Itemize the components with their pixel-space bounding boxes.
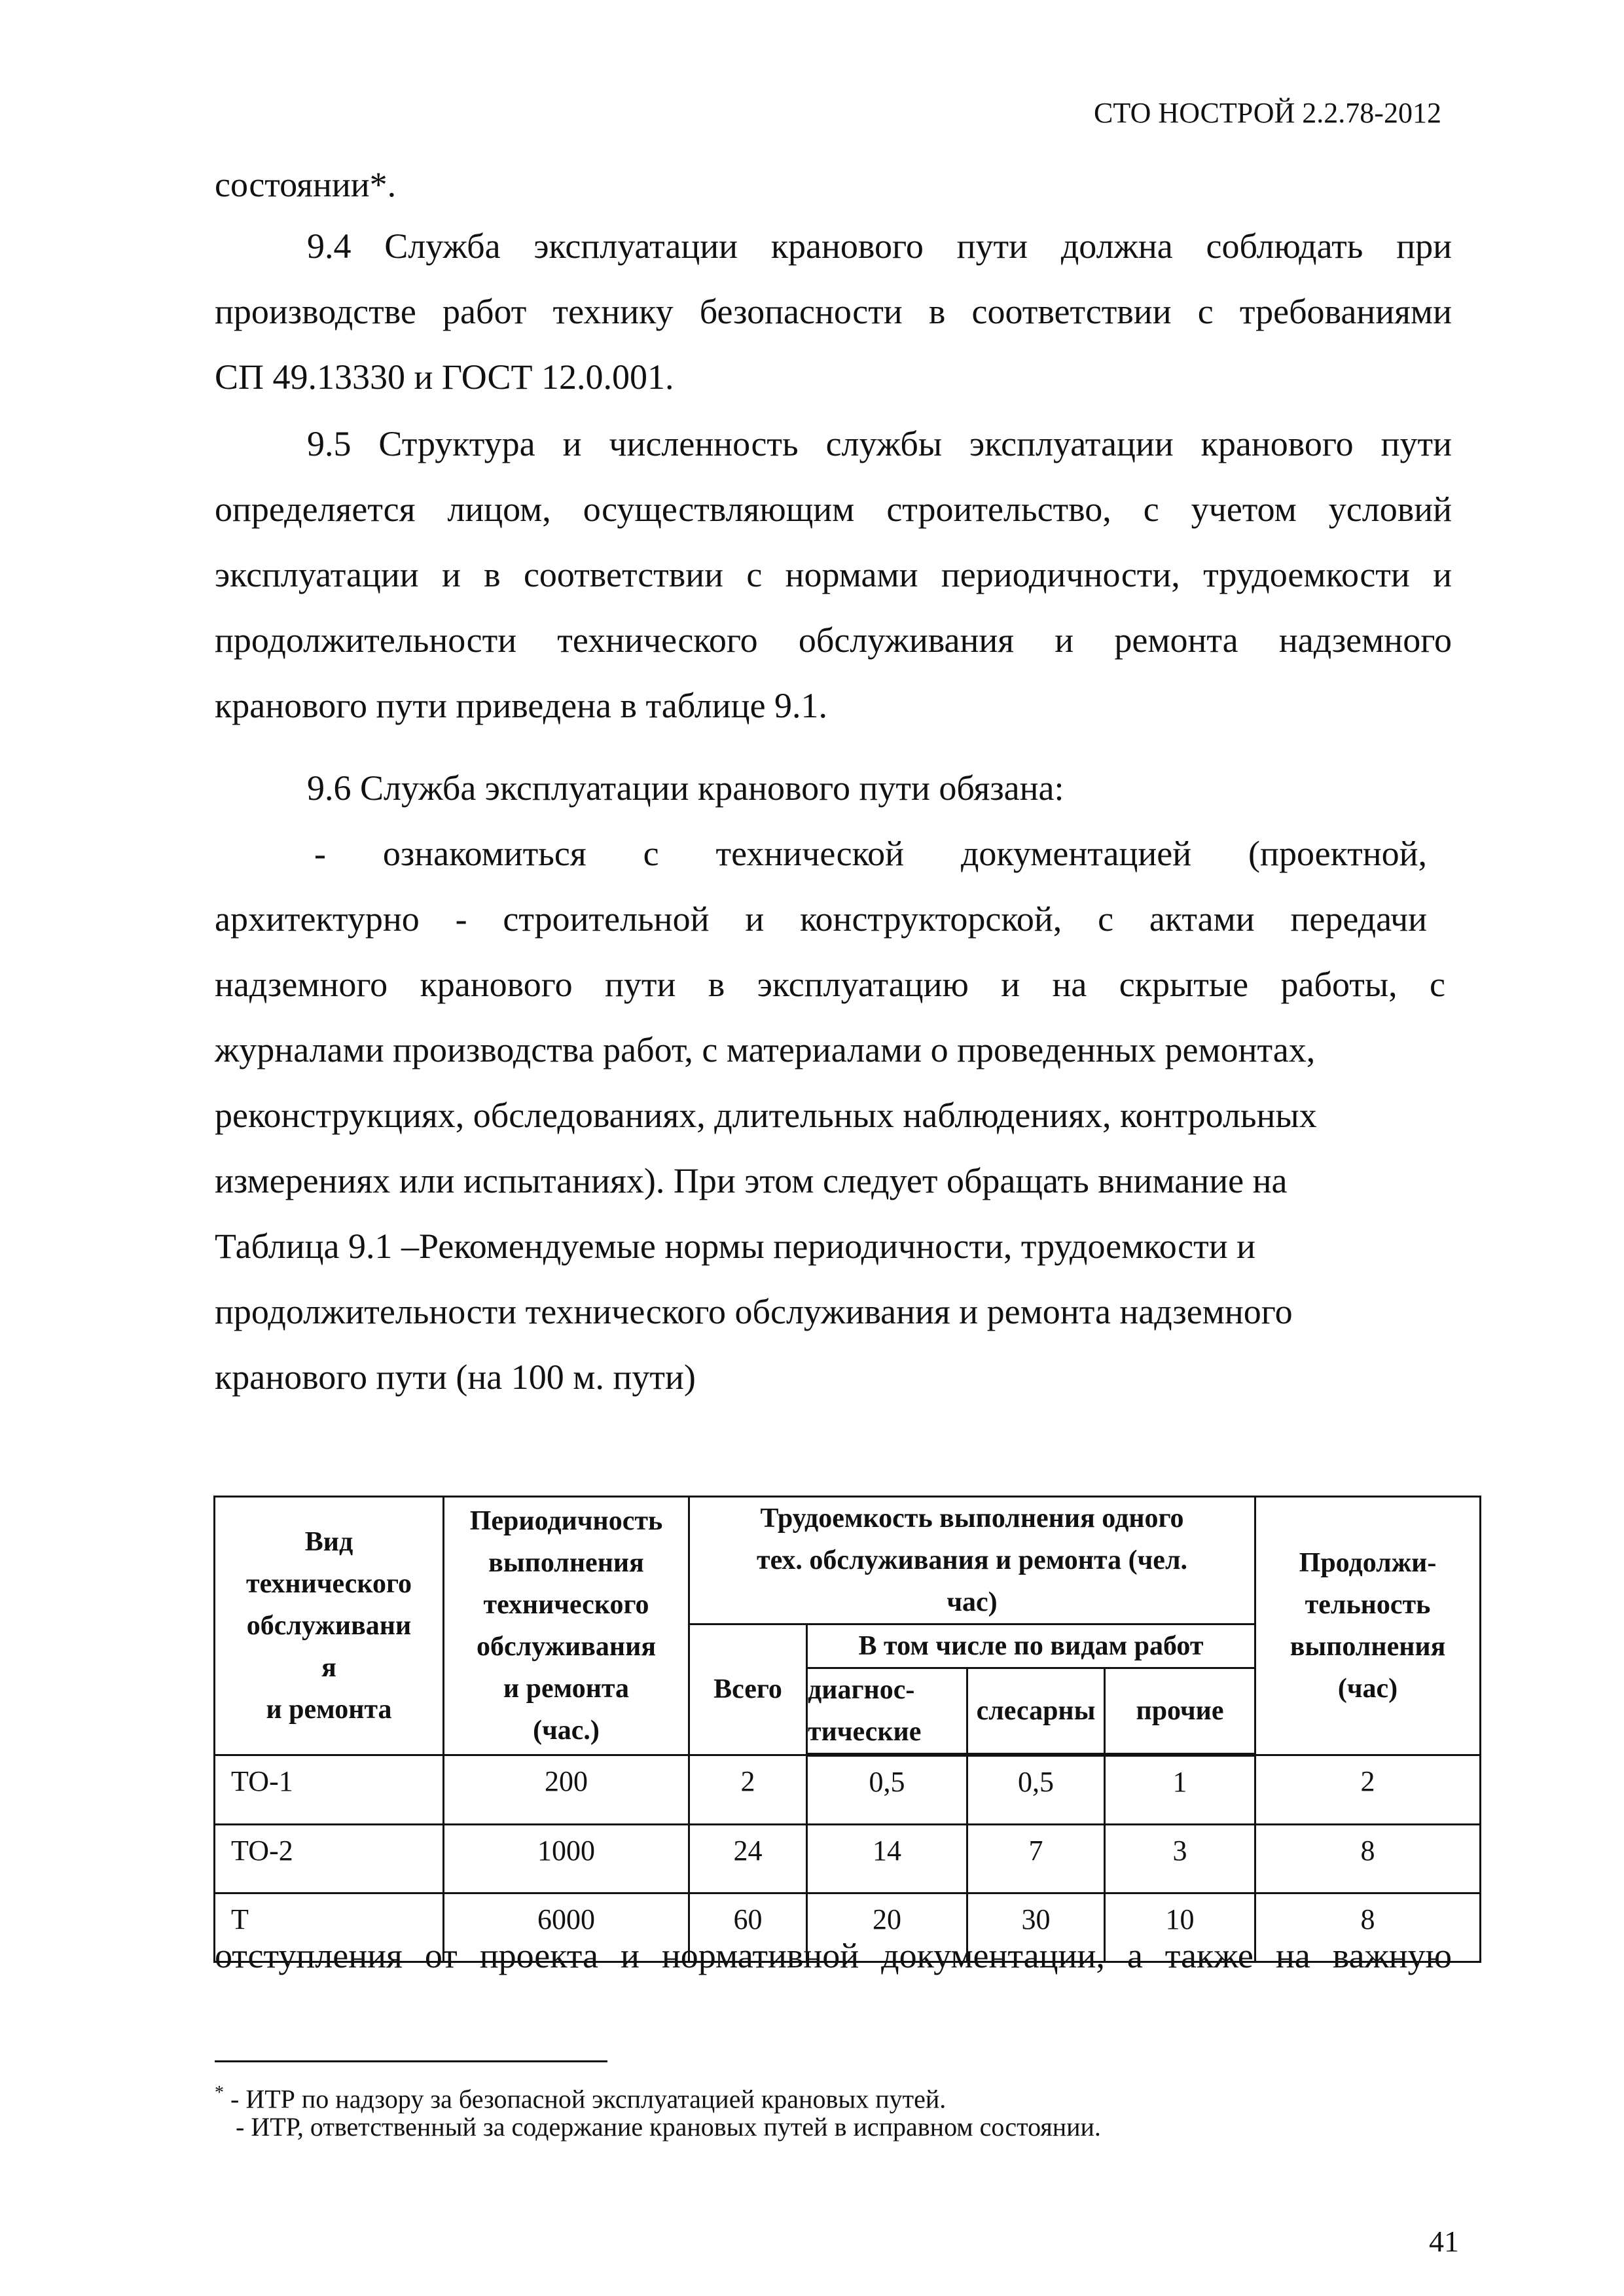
header-fitter: слесарны <box>967 1668 1105 1755</box>
body-line: 9.5 Структура и численность службы эксплуатации кранового пути <box>307 424 1452 463</box>
header-labor-intensity: Трудоемкость выполнения одного тех. обслуживания и ремонта (чел. час) <box>689 1497 1255 1624</box>
body-line: СП 49.13330 и ГОСТ 12.0.001. <box>215 357 674 397</box>
cell-periodicity: 1000 <box>444 1825 689 1893</box>
cell-diagnostic: 14 <box>807 1825 967 1893</box>
body-line: продолжительности технического обслуживания и ремонта надземного <box>215 620 1452 660</box>
body-line: кранового пути приведена в таблице 9.1. <box>215 686 828 725</box>
header-other: прочие <box>1105 1668 1255 1755</box>
header-by-work-type: В том числе по видам работ <box>807 1624 1255 1668</box>
body-line: измерениях или испытаниях). При этом следует обращать внимание на <box>215 1161 1288 1200</box>
footnote-divider <box>215 2060 607 2062</box>
body-line: состоянии*. <box>215 165 397 204</box>
footnote-marker: * <box>215 2083 224 2103</box>
table-row <box>215 1755 1481 1825</box>
body-line: 9.4 Служба эксплуатации кранового пути должна соблюдать при <box>307 226 1452 266</box>
header-maintenance-type: Вид технического обслуживани я и ремонта <box>215 1497 444 1755</box>
page-number: 41 <box>1429 2225 1459 2258</box>
cell-diagnostic: 0,5 <box>807 1755 967 1825</box>
body-line: надземного кранового пути в эксплуатацию и на скрытые работы, с <box>215 965 1445 1004</box>
cell-type: Т <box>215 1893 444 1962</box>
cell-total: 24 <box>689 1825 807 1893</box>
cell-other: 1 <box>1105 1755 1255 1825</box>
table-caption-line: Таблица 9.1 –Рекомендуемые нормы периодичности, трудоемкости и <box>215 1227 1255 1266</box>
cell-periodicity: 200 <box>444 1755 689 1825</box>
cell-duration: 8 <box>1255 1825 1481 1893</box>
body-line: определяется лицом, осуществляющим строительство, с учетом условий <box>215 490 1452 529</box>
cell-diagnostic: 20 <box>807 1893 967 1962</box>
cell-fitter: 7 <box>967 1825 1105 1893</box>
cell-other: 3 <box>1105 1825 1255 1893</box>
header-periodicity: Периодичность выполнения технического обслуживания и ремонта (час.) <box>444 1497 689 1755</box>
body-line: 9.6 Служба эксплуатации кранового пути обязана: <box>307 768 1064 808</box>
cell-other: 10 <box>1105 1893 1255 1962</box>
body-line: реконструкциях, обследованиях, длительных наблюдениях, контрольных <box>215 1096 1317 1135</box>
cell-total: 60 <box>689 1893 807 1962</box>
body-line: журналами производства работ, с материалами о проведенных ремонтах, <box>215 1030 1316 1069</box>
header-diagnostic: диагнос- тические <box>807 1668 967 1755</box>
table-caption-line: продолжительности технического обслуживания и ремонта надземного <box>215 1292 1293 1331</box>
document-code-header: СТО НОСТРОЙ 2.2.78-2012 <box>1094 97 1441 129</box>
cell-type: ТО-1 <box>215 1755 444 1825</box>
cell-total: 2 <box>689 1755 807 1825</box>
body-line: архитектурно - строительной и конструкторской, с актами передачи <box>215 899 1427 939</box>
body-line: эксплуатации и в соответствии с нормами периодичности, трудоемкости и <box>215 555 1452 594</box>
body-line: - ознакомиться с технической документацией (проектной, <box>314 834 1427 873</box>
cell-duration: 2 <box>1255 1755 1481 1825</box>
header-total: Всего <box>689 1624 807 1755</box>
norms-table <box>213 1496 1481 1963</box>
cell-periodicity: 6000 <box>444 1893 689 1962</box>
footnote-text: - ИТР по надзору за безопасной эксплуатацией крановых путей. <box>224 2084 947 2114</box>
table-row <box>215 1825 1481 1893</box>
cell-fitter: 30 <box>967 1893 1105 1962</box>
cell-type: ТО-2 <box>215 1825 444 1893</box>
footnote-2: - ИТР, ответственный за содержание крановых путей в исправном состоянии. <box>236 2112 1101 2142</box>
body-line: отступления от проекта и нормативной документации, а также на важную <box>215 1936 1452 1975</box>
cell-fitter: 0,5 <box>967 1755 1105 1825</box>
cell-duration: 8 <box>1255 1893 1481 1962</box>
header-duration: Продолжи- тельность выполнения (час) <box>1255 1497 1481 1755</box>
body-line: производстве работ технику безопасности в соответствии с требованиями <box>215 292 1452 331</box>
table-caption-line: кранового пути (на 100 м. пути) <box>215 1357 696 1397</box>
